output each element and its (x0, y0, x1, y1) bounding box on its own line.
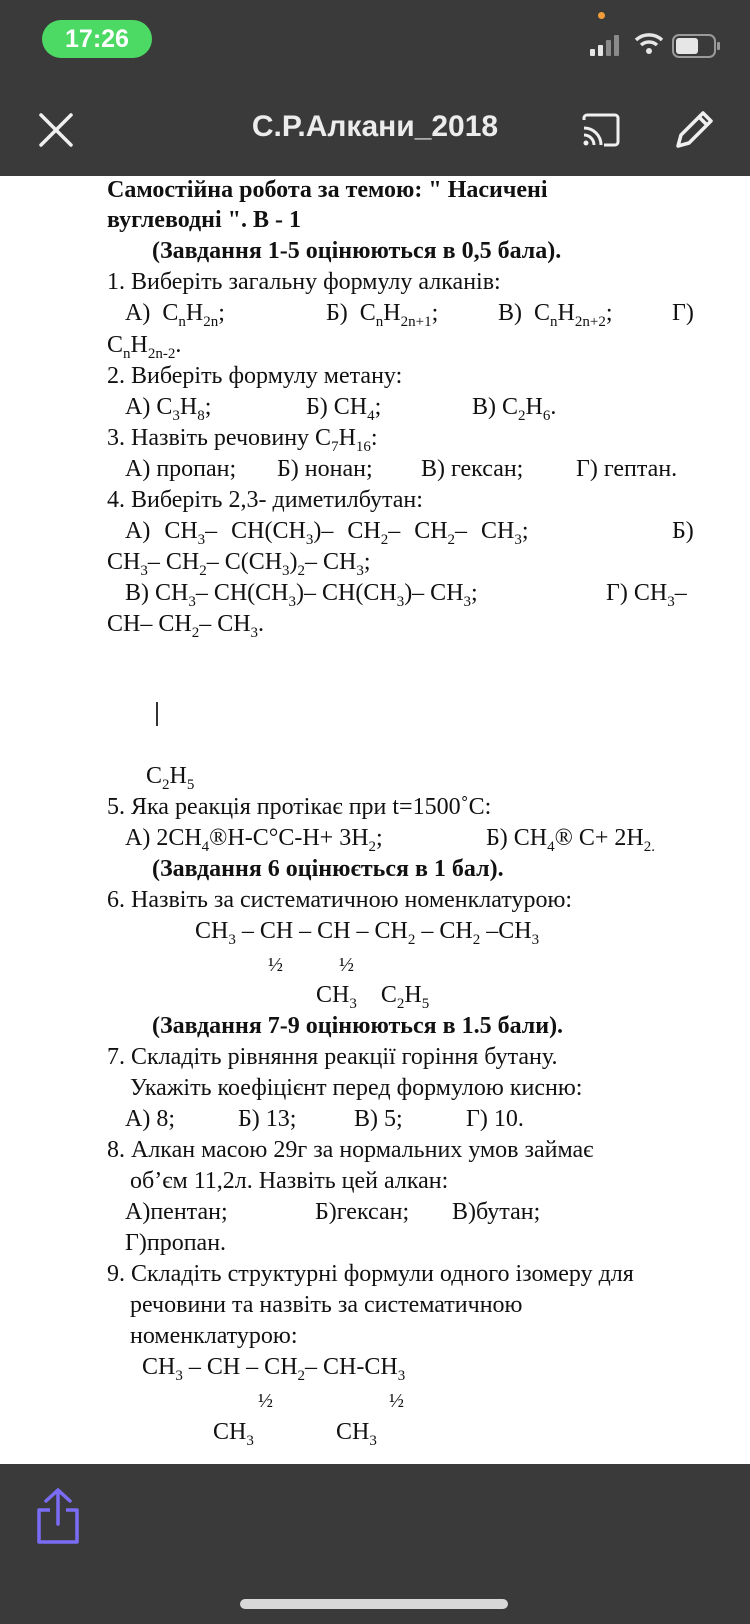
signal-icon (590, 34, 624, 56)
privacy-indicator-dot (598, 12, 605, 19)
q4-option-d: CH– $CH_2-$ $CH_3$. (107, 611, 265, 641)
question-9-line-1: 9. Складіть структурні формули одного ізомеру для (107, 1261, 634, 1287)
q4-option-b: $CH_3-$ $CH_2-$ $C(CH_3)_2-$ $CH_3$; (107, 549, 371, 579)
q2-option-c: В) $C_2H_6$. (472, 394, 557, 424)
q6-branch-2: ½ (339, 954, 354, 976)
close-icon[interactable] (36, 110, 76, 150)
q3-option-b: Б) нонан; (277, 456, 373, 482)
q7-option-a: А) 8; (125, 1106, 175, 1132)
branch-bond-line (156, 702, 158, 726)
q7-option-b: Б) 13; (238, 1106, 297, 1132)
q3-option-a: А) пропан; (125, 456, 237, 482)
q1-option-d-label: Г) (672, 300, 694, 326)
q9-branch-2: ½ (389, 1390, 404, 1412)
q1-option-c: В) $C_nH_{2n+2}$; (498, 300, 613, 330)
cast-icon[interactable] (580, 112, 622, 148)
q6-substituents: $CH_3$ $C_2H_5$ (316, 982, 430, 1012)
document-title: С.Р.Алкани_2018 (251, 110, 499, 143)
q8-option-a: А)пентан; (125, 1199, 228, 1225)
q8-option-c: В)бутан; (452, 1199, 541, 1225)
home-indicator[interactable] (240, 1599, 508, 1609)
battery-icon (672, 34, 722, 58)
q9-substituent-1: $CH_3$ (213, 1419, 254, 1449)
q1-option-b: Б) $C_nH_{2n+1}$; (326, 300, 439, 330)
q4-option-c: В) $CH_3-$ $CH(CH_3)-$ $CH(CH_3)-$ $CH_3$; (125, 580, 478, 610)
question-8-line-2: об’єм 11,2л. Назвіть цей алкан: (130, 1168, 449, 1194)
question-3: 3. Назвіть речовину $C_7H_{16}$: (107, 425, 378, 455)
q9-substituent-2: $CH_3$ (336, 1419, 377, 1449)
question-5: 5. Яка реакція протікає при t=1500˚С: (107, 794, 492, 820)
section-heading-7-9: (Завдання 7-9 оцінюються в 1.5 бали). (152, 1013, 564, 1039)
section-heading-6: (Завдання 6 оцінюється в 1 бал). (152, 856, 504, 882)
q3-option-d: Г) гептан. (576, 456, 678, 482)
question-4: 4. Виберіть 2,3- диметилбутан: (107, 487, 423, 513)
question-6: 6. Назвіть за систематичною номенклатурою: (107, 887, 573, 913)
document-page (0, 176, 750, 1464)
doc-heading-line-2: вуглеводні ". В - 1 (107, 207, 302, 233)
q9-formula: $CH_3$ – CH – $CH_2-$ $CH-CH_3$ (142, 1354, 406, 1384)
q2-option-a: А) $C_3H_8$; (125, 394, 212, 424)
question-7-line-2: Укажіть коефіцієнт перед формулою кисню: (130, 1075, 583, 1101)
question-8-line-1: 8. Алкан масою 29г за нормальних умов займає (107, 1137, 594, 1163)
q5-option-a: А) $2CH_4®H-C^\circ C-H+ 3H_2$; (125, 825, 383, 855)
q6-formula: $CH_3$ – CH – CH – $CH_2 - CH_2$ $-CH_3$ (195, 918, 540, 948)
edit-pencil-icon[interactable] (672, 108, 716, 152)
q7-option-c: В) 5; (354, 1106, 403, 1132)
q1-option-a: А) $C_nH_{2n}$; (125, 300, 225, 330)
question-7-line-1: 7. Складіть рівняння реакції горіння бутану. (107, 1044, 558, 1070)
q6-branch-1: ½ (268, 954, 283, 976)
share-icon[interactable] (32, 1486, 84, 1546)
question-2: 2. Виберіть формулу метану: (107, 363, 403, 389)
q4-option-b-label: Б) (672, 518, 694, 544)
q7-option-d: Г) 10. (466, 1106, 524, 1132)
q5-option-b: Б) $CH_4®$ $C+ 2H_{2.}$ (486, 825, 655, 855)
q4-option-d-start: Г) $CH_3-$ (606, 580, 687, 610)
doc-heading-line-1: Самостійна робота за темою: " Насичені (107, 177, 548, 203)
q4-option-a: А) $CH_3-$ $CH(CH_3)-$ $CH_2-$ $CH_2-$ $CH_3$; (125, 518, 529, 548)
q2-option-b: Б) $CH_4$; (306, 394, 382, 424)
q3-option-c: В) гексан; (421, 456, 524, 482)
question-9-line-3: номенклатурою: (130, 1323, 298, 1349)
q1-option-d: $C_nH_{2n-2}$. (107, 332, 182, 362)
q8-option-d: Г)пропан. (125, 1230, 227, 1256)
q9-branch-1: ½ (258, 1390, 273, 1412)
q4-substituent: $C_2H_5$ (146, 763, 195, 793)
status-time: 17:26 (42, 20, 152, 58)
q8-option-b: Б)гексан; (315, 1199, 410, 1225)
section-heading-1-5: (Завдання 1-5 оцінюються в 0,5 бала). (152, 238, 562, 264)
question-9-line-2: речовини та назвіть за систематичною (130, 1292, 523, 1318)
question-1: 1. Виберіть загальну формулу алканів: (107, 269, 501, 295)
wifi-icon (634, 32, 664, 56)
